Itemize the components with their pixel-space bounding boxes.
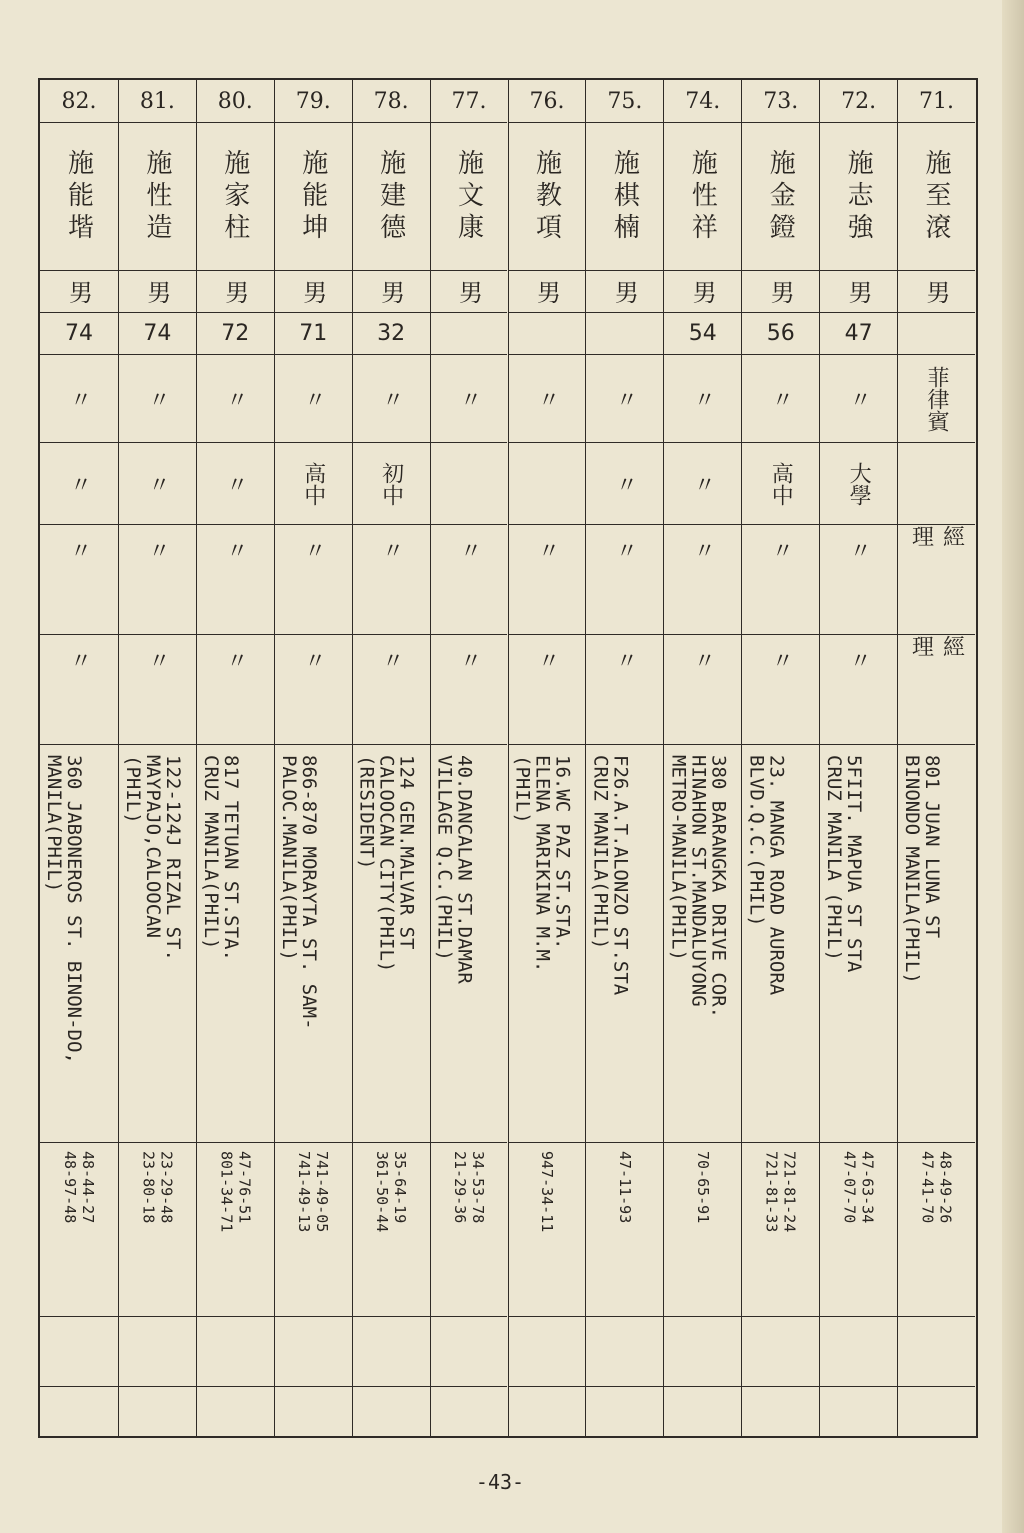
entry-number: 77.: [451, 88, 487, 114]
entry-number-cell: [898, 80, 975, 122]
member-sex: 男: [454, 279, 483, 304]
age-cell: [820, 312, 897, 354]
member-name: 施金鐙: [765, 148, 796, 245]
title2-cell: [40, 634, 118, 744]
blank-cell: [664, 1316, 741, 1386]
member-nationality: 〃: [612, 387, 638, 410]
member-address: F26.A.T.ALONZO ST.STA CRUZ MANILA(PHIL): [589, 755, 632, 996]
member-sex: 男: [532, 279, 561, 304]
title2-cell: [742, 634, 819, 744]
member-education: 高中: [768, 461, 794, 506]
member-column: [741, 80, 819, 1436]
education-cell: [353, 442, 430, 524]
sex-cell: [40, 270, 118, 312]
member-column: [274, 80, 352, 1436]
sex-cell: [586, 270, 663, 312]
phone-cell: [275, 1142, 352, 1316]
education-cell: [40, 442, 118, 524]
age-cell: [197, 312, 274, 354]
address-cell: [197, 744, 274, 1142]
blank-cell: [820, 1316, 897, 1386]
entry-number: 72.: [841, 88, 877, 114]
member-title-secondary: 經理: [908, 635, 965, 717]
address-cell: [353, 744, 430, 1142]
name-cell: [353, 122, 430, 270]
member-phone: 70-65-91: [693, 1151, 712, 1224]
member-phone: 35-64-19 361-50-44: [373, 1151, 410, 1233]
entry-number: 79.: [295, 88, 331, 114]
blank-cell: [353, 1386, 430, 1438]
member-nationality: 〃: [768, 387, 794, 410]
member-name: 施能堦: [63, 148, 94, 245]
member-address: 122-124J RIZAL ST. MAYPAJO,CALOOCAN (PHIL): [121, 755, 184, 961]
entry-number-cell: [40, 80, 118, 122]
member-name: 施能坤: [297, 148, 328, 245]
blank-cell: [742, 1316, 819, 1386]
member-title-secondary: 〃: [300, 648, 326, 731]
entry-number: 80.: [217, 88, 253, 114]
member-sex: 男: [922, 279, 951, 304]
title-cell: [40, 524, 118, 634]
member-address: 380 BARANGKA DRIVE COR. HINAHON ST.MANDALUYONG METRO-MANILA(PHIL): [667, 755, 730, 1019]
blank-cell: [509, 1316, 586, 1386]
member-sex: 男: [64, 279, 93, 304]
entry-number-cell: [509, 80, 586, 122]
member-title-secondary: 〃: [768, 648, 794, 731]
member-address: 866-870 MORAYTA ST. SAM- PALOC.MANILA(PHIL): [277, 755, 320, 1030]
member-name: 施性造: [141, 148, 172, 245]
member-education: 〃: [222, 472, 248, 495]
address-cell: [820, 744, 897, 1142]
member-name: 施性祥: [687, 148, 718, 245]
blank-cell: [586, 1386, 663, 1438]
name-cell: [898, 122, 975, 270]
member-nationality: 〃: [300, 387, 326, 410]
member-education: 初中: [378, 461, 404, 506]
member-nationality: 〃: [456, 387, 482, 410]
member-title-secondary: 〃: [690, 648, 716, 731]
sex-cell: [353, 270, 430, 312]
education-cell: [119, 442, 196, 524]
member-column: [430, 80, 508, 1436]
member-nationality: 〃: [222, 387, 248, 410]
member-age: 32: [377, 321, 406, 346]
entry-number-cell: [820, 80, 897, 122]
blank-cell: [820, 1386, 897, 1438]
blank-cell: [119, 1316, 196, 1386]
blank-cell: [431, 1386, 508, 1438]
member-title: 〃: [222, 538, 248, 621]
title-cell: [586, 524, 663, 634]
address-cell: [275, 744, 352, 1142]
title-cell: [197, 524, 274, 634]
education-cell: [586, 442, 663, 524]
member-sex: 男: [844, 279, 873, 304]
name-cell: [820, 122, 897, 270]
member-nationality: 〃: [378, 387, 404, 410]
entry-number: 82.: [61, 88, 97, 114]
member-sex: 男: [610, 279, 639, 304]
sex-cell: [275, 270, 352, 312]
phone-cell: [898, 1142, 975, 1316]
blank-cell: [664, 1386, 741, 1438]
education-cell: [509, 442, 586, 524]
address-cell: [40, 744, 118, 1142]
title2-cell: [431, 634, 508, 744]
nationality-cell: [509, 354, 586, 442]
name-cell: [275, 122, 352, 270]
blank-cell: [197, 1386, 274, 1438]
member-name: 施文康: [453, 148, 484, 245]
member-address: 23. MANGA ROAD AURORA BLVD.Q.C.(PHIL): [745, 755, 788, 996]
title-cell: [119, 524, 196, 634]
member-column: [897, 80, 975, 1436]
member-phone: 721-81-24 721-81-33: [762, 1151, 799, 1233]
nationality-cell: [197, 354, 274, 442]
member-title: 〃: [378, 538, 404, 621]
age-cell: [275, 312, 352, 354]
title-cell: [509, 524, 586, 634]
name-cell: [40, 122, 118, 270]
member-name: 施家柱: [219, 148, 250, 245]
member-title: 經理: [908, 525, 965, 607]
title2-cell: [353, 634, 430, 744]
education-cell: [898, 442, 975, 524]
entry-number: 73.: [763, 88, 799, 114]
page-edge: [1002, 0, 1024, 1533]
phone-cell: [431, 1142, 508, 1316]
member-address: 40.DANCALAN ST.DAMAR VILLAGE Q.C.(PHIL): [433, 755, 476, 984]
member-address: 16.WC PAZ ST.STA. ELENA MARIKINA M.M. (PHIL): [511, 755, 574, 973]
nationality-cell: [40, 354, 118, 442]
member-column: [663, 80, 741, 1436]
sex-cell: [197, 270, 274, 312]
sex-cell: [664, 270, 741, 312]
member-age: 72: [221, 321, 250, 346]
entry-number-cell: [664, 80, 741, 122]
member-title: 〃: [456, 538, 482, 621]
title-cell: [664, 524, 741, 634]
member-sex: 男: [298, 279, 327, 304]
blank-cell: [197, 1316, 274, 1386]
title2-cell: [664, 634, 741, 744]
member-title-secondary: 〃: [612, 648, 638, 731]
phone-cell: [119, 1142, 196, 1316]
nationality-cell: [586, 354, 663, 442]
member-table: [38, 78, 978, 1438]
address-cell: [742, 744, 819, 1142]
blank-cell: [898, 1316, 975, 1386]
member-column: [40, 80, 118, 1436]
title2-cell: [197, 634, 274, 744]
nationality-cell: [275, 354, 352, 442]
member-education: 〃: [690, 472, 716, 495]
nationality-cell: [898, 354, 975, 442]
blank-cell: [586, 1316, 663, 1386]
sex-cell: [820, 270, 897, 312]
name-cell: [742, 122, 819, 270]
member-phone: 741-49-05 741-49-13: [295, 1151, 332, 1233]
age-cell: [664, 312, 741, 354]
member-address: 801 JUAN LUNA ST BINONDO MANILA(PHIL): [901, 755, 944, 984]
entry-number: 74.: [685, 88, 721, 114]
age-cell: [431, 312, 508, 354]
education-cell: [431, 442, 508, 524]
member-age: 71: [299, 321, 328, 346]
member-column: [196, 80, 274, 1436]
address-cell: [586, 744, 663, 1142]
member-title: 〃: [300, 538, 326, 621]
phone-cell: [742, 1142, 819, 1316]
phone-cell: [586, 1142, 663, 1316]
member-education: 高中: [300, 461, 326, 506]
entry-number-cell: [353, 80, 430, 122]
member-education: 〃: [66, 472, 92, 495]
title-cell: [898, 524, 975, 634]
title2-cell: [275, 634, 352, 744]
member-title: 〃: [690, 538, 716, 621]
page-number: -43-: [475, 1470, 525, 1494]
member-title: 〃: [846, 538, 872, 621]
blank-cell: [40, 1386, 118, 1438]
member-sex: 男: [220, 279, 249, 304]
address-cell: [509, 744, 586, 1142]
member-nationality: 〃: [66, 387, 92, 410]
sex-cell: [119, 270, 196, 312]
member-sex: 男: [376, 279, 405, 304]
age-cell: [119, 312, 196, 354]
sex-cell: [742, 270, 819, 312]
member-title-secondary: 〃: [846, 648, 872, 731]
name-cell: [586, 122, 663, 270]
phone-cell: [509, 1142, 586, 1316]
member-title-secondary: 〃: [144, 648, 170, 731]
nationality-cell: [820, 354, 897, 442]
blank-cell: [275, 1386, 352, 1438]
phone-cell: [40, 1142, 118, 1316]
member-phone: 47-11-93: [615, 1151, 634, 1224]
member-title-secondary: 〃: [222, 648, 248, 731]
member-sex: 男: [142, 279, 171, 304]
blank-cell: [275, 1316, 352, 1386]
blank-cell: [353, 1316, 430, 1386]
blank-cell: [431, 1316, 508, 1386]
member-phone: 34-53-78 21-29-36: [451, 1151, 488, 1224]
member-nationality: 菲律賓: [924, 365, 950, 432]
member-column: [819, 80, 897, 1436]
member-nationality: 〃: [534, 387, 560, 410]
address-cell: [898, 744, 975, 1142]
member-nationality: 〃: [846, 387, 872, 410]
address-cell: [431, 744, 508, 1142]
member-title: 〃: [768, 538, 794, 621]
nationality-cell: [664, 354, 741, 442]
phone-cell: [353, 1142, 430, 1316]
entry-number-cell: [586, 80, 663, 122]
entry-number: 76.: [529, 88, 565, 114]
address-cell: [664, 744, 741, 1142]
entry-number-cell: [119, 80, 196, 122]
title2-cell: [820, 634, 897, 744]
entry-number: 71.: [919, 88, 955, 114]
member-title: 〃: [66, 538, 92, 621]
blank-cell: [898, 1386, 975, 1438]
title-cell: [353, 524, 430, 634]
member-education: 〃: [144, 472, 170, 495]
entry-number-cell: [742, 80, 819, 122]
member-education: 大學: [846, 461, 872, 506]
education-cell: [197, 442, 274, 524]
name-cell: [197, 122, 274, 270]
age-cell: [742, 312, 819, 354]
member-column: [508, 80, 586, 1436]
entry-number-cell: [197, 80, 274, 122]
member-sex: 男: [766, 279, 795, 304]
entry-number: 81.: [139, 88, 175, 114]
education-cell: [742, 442, 819, 524]
member-name: 施志強: [843, 148, 874, 245]
member-title: 〃: [144, 538, 170, 621]
entry-number-cell: [275, 80, 352, 122]
age-cell: [898, 312, 975, 354]
name-cell: [431, 122, 508, 270]
member-address: 124 GEN.MALVAR ST CALOOCAN CITY(PHIL) (RESIDENT): [355, 755, 418, 973]
education-cell: [275, 442, 352, 524]
age-cell: [509, 312, 586, 354]
member-sex: 男: [688, 279, 717, 304]
sex-cell: [509, 270, 586, 312]
title2-cell: [898, 634, 975, 744]
title2-cell: [586, 634, 663, 744]
member-phone: 47-63-34 47-07-70: [840, 1151, 877, 1224]
age-cell: [353, 312, 430, 354]
phone-cell: [820, 1142, 897, 1316]
education-cell: [664, 442, 741, 524]
nationality-cell: [431, 354, 508, 442]
phone-cell: [197, 1142, 274, 1316]
member-title-secondary: 〃: [456, 648, 482, 731]
member-phone: 23-29-48 23-80-18: [139, 1151, 176, 1224]
title2-cell: [509, 634, 586, 744]
member-address: 817 TETUAN ST.STA. CRUZ MANILA(PHIL): [199, 755, 242, 961]
member-address: 360 JABONEROS ST. BINON-DO, MANILA(PHIL): [43, 755, 85, 1064]
member-title-secondary: 〃: [378, 648, 404, 731]
education-cell: [820, 442, 897, 524]
name-cell: [664, 122, 741, 270]
blank-cell: [509, 1386, 586, 1438]
entry-number: 75.: [607, 88, 643, 114]
member-age: 74: [64, 321, 93, 346]
member-age: 74: [143, 321, 172, 346]
member-nationality: 〃: [144, 387, 170, 410]
address-cell: [119, 744, 196, 1142]
member-age: 54: [688, 321, 717, 346]
member-column: [352, 80, 430, 1436]
member-phone: 48-49-26 47-41-70: [918, 1151, 955, 1224]
member-education: 〃: [612, 472, 638, 495]
member-name: 施建德: [375, 148, 406, 245]
age-cell: [586, 312, 663, 354]
member-nationality: 〃: [690, 387, 716, 410]
title-cell: [431, 524, 508, 634]
blank-cell: [119, 1386, 196, 1438]
member-phone: 947-34-11: [537, 1151, 556, 1233]
member-title-secondary: 〃: [66, 648, 92, 731]
name-cell: [119, 122, 196, 270]
sex-cell: [431, 270, 508, 312]
title-cell: [820, 524, 897, 634]
name-cell: [509, 122, 586, 270]
member-title: 〃: [534, 538, 560, 621]
phone-cell: [664, 1142, 741, 1316]
member-title: 〃: [612, 538, 638, 621]
member-column: [585, 80, 663, 1436]
member-age: 56: [766, 321, 795, 346]
title2-cell: [119, 634, 196, 744]
age-cell: [40, 312, 118, 354]
member-name: 施教項: [531, 148, 562, 245]
member-title-secondary: 〃: [534, 648, 560, 731]
blank-cell: [40, 1316, 118, 1386]
member-name: 施棋楠: [609, 148, 640, 245]
member-column: [118, 80, 196, 1436]
entry-number: 78.: [373, 88, 409, 114]
nationality-cell: [119, 354, 196, 442]
member-address: 5FIIT. MAPUA ST STA CRUZ MANILA (PHIL): [823, 755, 866, 973]
member-phone: 47-76-51 801-34-71: [217, 1151, 254, 1233]
blank-cell: [742, 1386, 819, 1438]
nationality-cell: [353, 354, 430, 442]
entry-number-cell: [431, 80, 508, 122]
nationality-cell: [742, 354, 819, 442]
member-age: 47: [844, 321, 873, 346]
member-name: 施至滾: [921, 148, 952, 245]
title-cell: [742, 524, 819, 634]
member-phone: 48-44-27 48-97-48: [60, 1151, 97, 1224]
title-cell: [275, 524, 352, 634]
sex-cell: [898, 270, 975, 312]
